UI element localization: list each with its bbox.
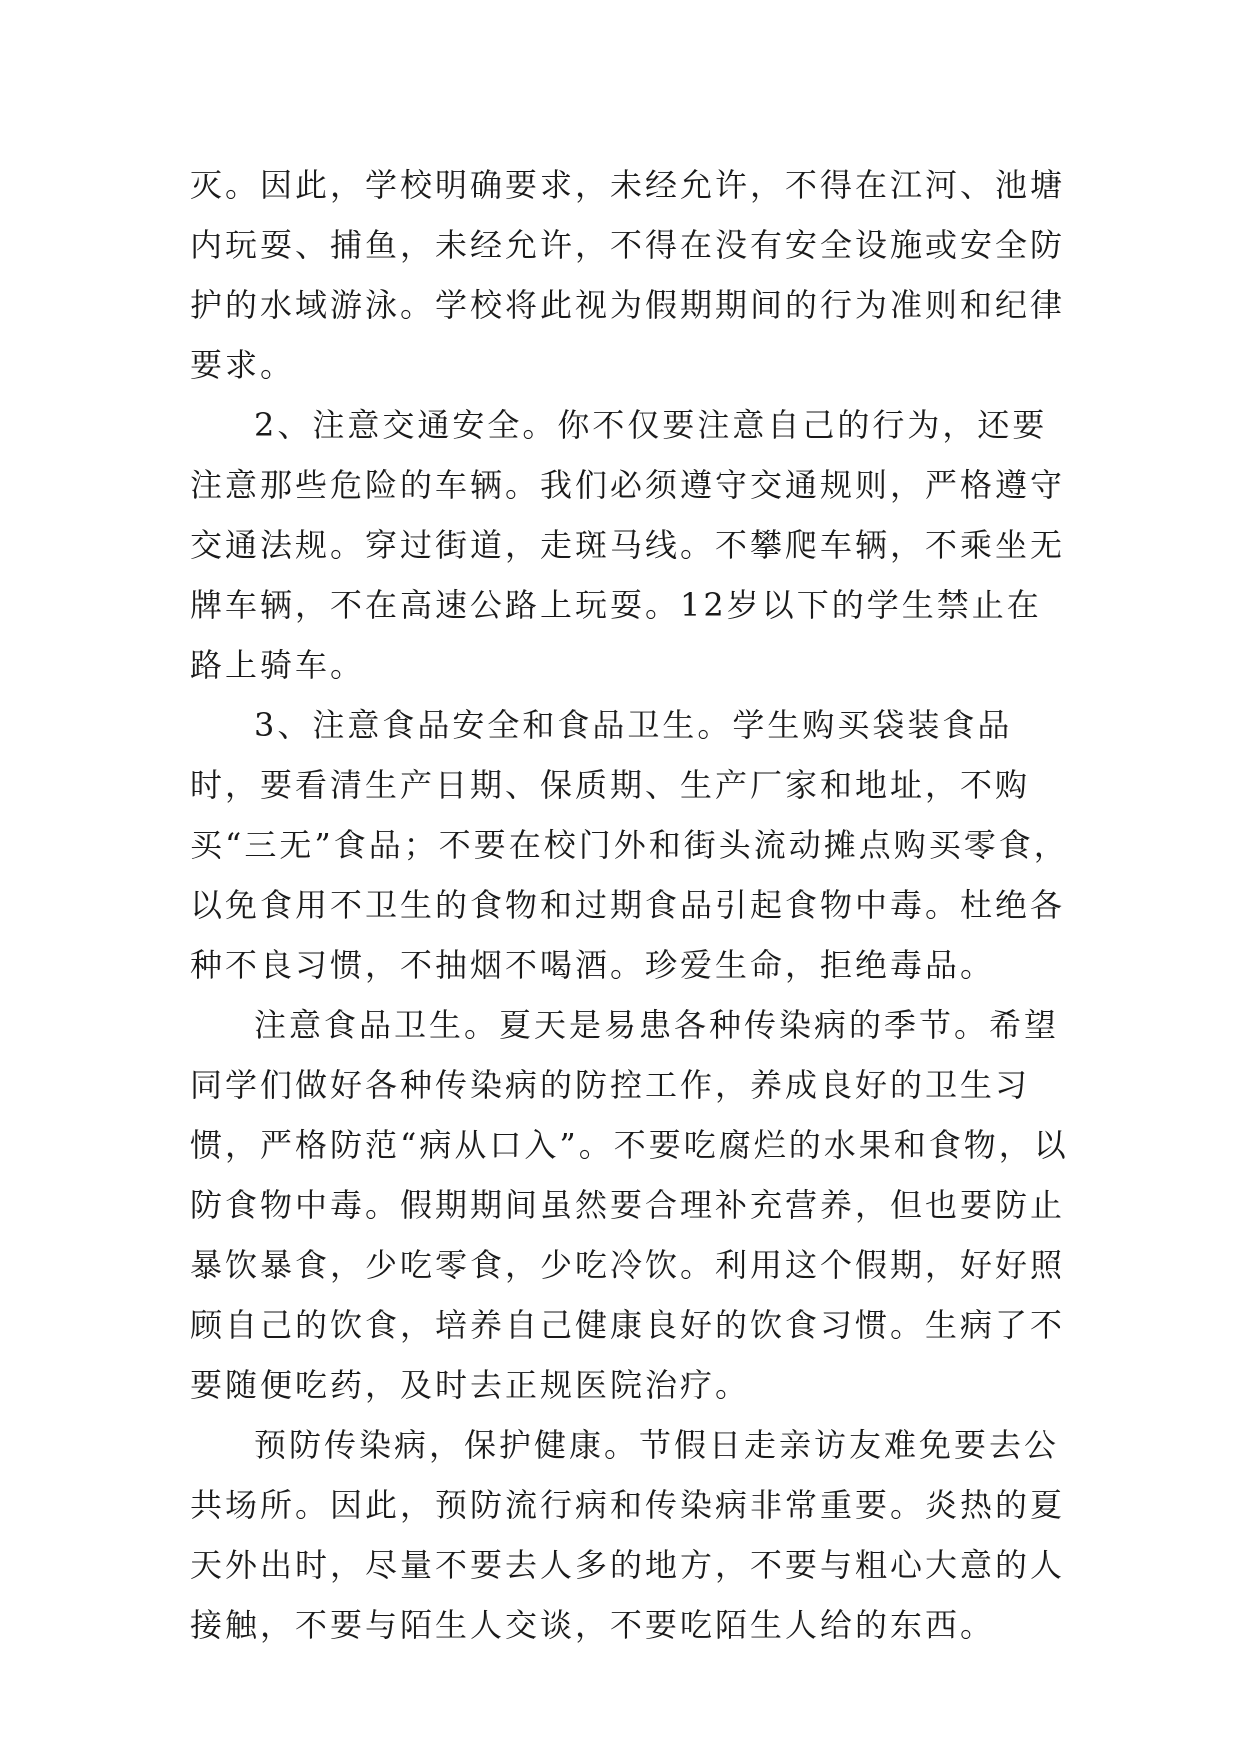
paragraph-continuation: 灭。因此，学校明确要求，未经允许，不得在江河、池塘内玩耍、捕鱼，未经允许，不得在没有安全设施或安全防护的水域游泳。学校将此视为假期期间的行为准则和纪律要求。 — [190, 166, 1066, 384]
paragraph-food-hygiene: 注意食品卫生。夏天是易患各种传染病的季节。希望同学们做好各种传染病的防控工作，养成良好的卫生习惯，严格防范“病从口入”。不要吃腐烂的水果和食物，以防食物中毒。假期期间虽然要合理补充营养，但也要防止暴饮暴食，少吃零食，少吃冷饮。利用这个假期，好好照顾自己的饮食，培养自己健康良好的饮食习惯。生病了不要随便吃药，及时去正规医院治疗。 — [190, 1006, 1069, 1404]
paragraph-food-safety: 3、注意食品安全和食品卫生。学生购买袋装食品时，要看清生产日期、保质期、生产厂家和地址，不购买“三无”食品；不要在校门外和街头流动摊点购买零食，以免食用不卫生的食物和过期食品引起食物中毒。杜绝各种不良习惯，不抽烟不喝酒。珍爱生命，拒绝毒品。 — [190, 706, 1069, 984]
document-body — [190, 155, 1070, 1655]
paragraph-disease-prevention: 预防传染病，保护健康。节假日走亲访友难免要去公共场所。因此，预防流行病和传染病非常重要。炎热的夏天外出时，尽量不要去人多的地方，不要与粗心大意的人接触，不要与陌生人交谈，不要吃陌生人给的东西。 — [190, 1426, 1066, 1644]
paragraph-traffic-safety: 2、注意交通安全。你不仅要注意自己的行为，还要注意那些危险的车辆。我们必须遵守交通规则，严格遵守交通法规。穿过街道，走斑马线。不攀爬车辆，不乘坐无牌车辆，不在高速公路上玩耍。12岁以下的学生禁止在路上骑车。 — [190, 406, 1066, 684]
